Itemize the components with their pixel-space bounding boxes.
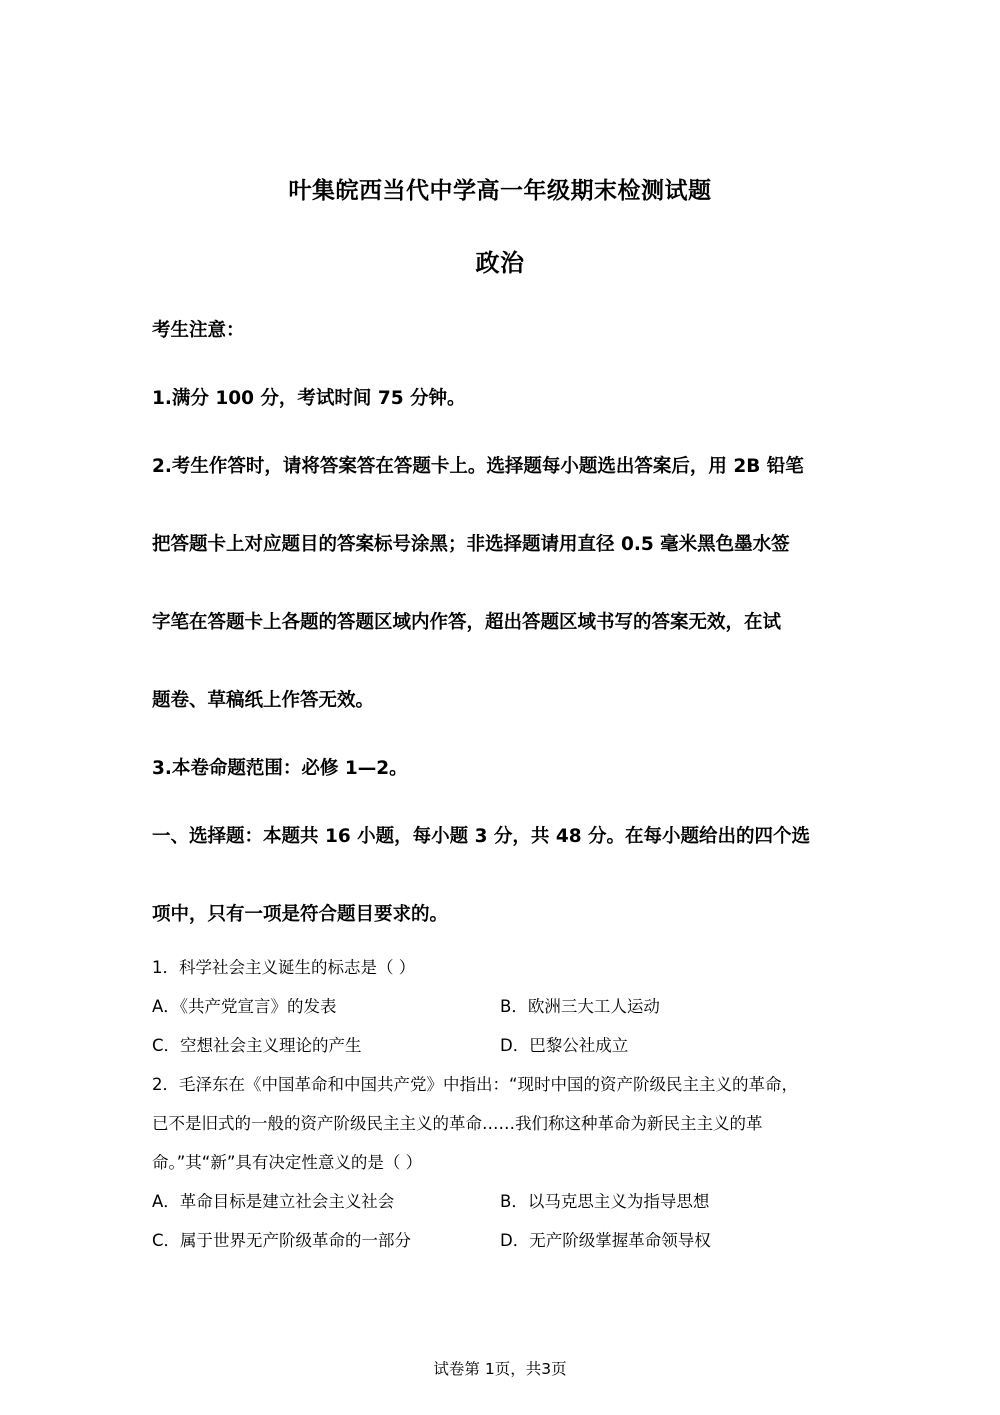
question-1-option-b: B．欧洲三大工人运动 <box>500 997 660 1016</box>
exam-subject: 政治 <box>475 249 525 277</box>
notice-item-2-line: 题卷、草稿纸上作答无效。 <box>152 690 375 711</box>
section-heading-line: 项中，只有一项是符合题目要求的。 <box>152 904 449 925</box>
exam-title: 叶集皖西当代中学高一年级期末检测试题 <box>288 178 712 204</box>
notice-item-3: 3.本卷命题范围：必修 1—2。 <box>152 758 408 779</box>
question-2-option-b: B．以马克思主义为指导思想 <box>500 1192 710 1211</box>
question-1-stem: 1．科学社会主义诞生的标志是（ ） <box>152 958 416 977</box>
question-2-option-c: C．属于世界无产阶级革命的一部分 <box>152 1231 412 1250</box>
question-2-option-a: A．革命目标是建立社会主义社会 <box>152 1192 395 1211</box>
notice-item-2-line: 2.考生作答时，请将答案答在答题卡上。选择题每小题选出答案后，用 2B 铅笔 <box>152 456 804 477</box>
notice-item-2-line: 字笔在答题卡上各题的答题区域内作答，超出答题区域书写的答案无效，在试 <box>152 612 782 633</box>
notice-item-2-line: 把答题卡上对应题目的答案标号涂黑；非选择题请用直径 0.5 毫米黑色墨水签 <box>152 534 790 555</box>
question-1-option-d: D．巴黎公社成立 <box>500 1036 629 1055</box>
section-heading-line: 一、选择题：本题共 16 小题，每小题 3 分，共 48 分。在每小题给出的四个选 <box>152 826 811 847</box>
question-2-stem-line: 2．毛泽东在《中国革命和中国共产党》中指出：“现时中国的资产阶级民主主义的革命， <box>152 1075 799 1094</box>
notice-item-1: 1.满分 100 分，考试时间 75 分钟。 <box>152 388 466 409</box>
question-2-stem-line: 已不是旧式的一般的资产阶级民主主义的革命……我们称这种革命为新民主主义的革 <box>152 1114 763 1133</box>
page-footer: 试卷第 1页，共3页 <box>433 1360 567 1378</box>
question-2-option-d: D．无产阶级掌握革命领导权 <box>500 1231 711 1250</box>
notice-heading: 考生注意： <box>152 320 245 341</box>
question-1-option-c: C．空想社会主义理论的产生 <box>152 1036 362 1055</box>
question-1-option-a: A．《共产党宣言》的发表 <box>152 997 337 1016</box>
question-2-stem-line: 命。”其“新”具有决定性意义的是（ ） <box>152 1153 423 1172</box>
